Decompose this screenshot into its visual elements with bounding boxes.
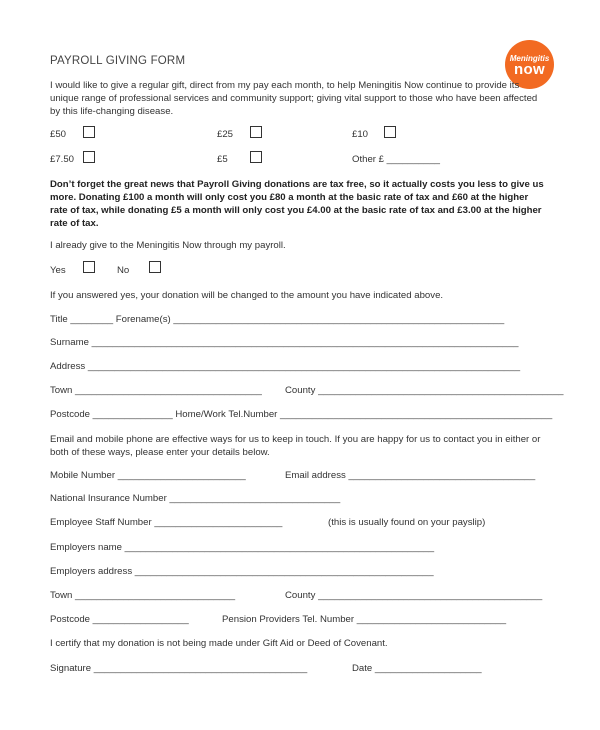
email-address-field[interactable]: Email address ___________________________________	[285, 470, 536, 481]
employee-staff-number-field[interactable]: Employee Staff Number ________________________	[50, 517, 283, 528]
no-checkbox[interactable]	[149, 261, 161, 273]
yes-label: Yes	[50, 265, 66, 276]
date-field[interactable]: Date ____________________	[352, 663, 482, 674]
tax-free-notice: Don’t forget the great news that Payroll Giving donations are tax free, so it actually costs you less to give us more. Donating £100 a month will only cost you £80 a month at the basic rate of tax and £60 at the higher rate of tax, while donating £5 a month will only cost you £4.00 at the basic rate of tax and £3.00 at the higher rate of tax.	[50, 179, 544, 229]
amount-7-50-label: £7.50	[50, 154, 75, 165]
employer-postcode-field[interactable]: Postcode __________________	[50, 614, 189, 625]
certify-statement: I certify that my donation is not being made under Gift Aid or Deed of Covenant.	[50, 638, 388, 649]
contact-intro: Email and mobile phone are effective ways for us to keep in touch. If you are happy for us to contact you in either or both of these ways, please enter your details below.	[50, 434, 541, 458]
amount-50-checkbox[interactable]	[83, 126, 95, 138]
no-label: No	[117, 265, 130, 276]
title-forename-field[interactable]: Title ________ Forename(s) ______________________________________________________________	[50, 314, 505, 325]
address-field[interactable]: Address _________________________________________________________________________________	[50, 361, 521, 372]
already-give-question: I already give to the Meningitis Now through my payroll.	[50, 240, 286, 251]
logo-line-2: now	[514, 61, 545, 78]
amount-50-label: £50	[50, 129, 67, 140]
amount-10-label: £10	[352, 129, 369, 140]
form-title: PAYROLL GIVING FORM	[50, 55, 186, 67]
surname-field[interactable]: Surname ________________________________________________________________________________	[50, 337, 519, 348]
logo-line-1: Meningitis	[509, 54, 550, 63]
mobile-number-field[interactable]: Mobile Number ________________________	[50, 470, 246, 481]
employer-town-field[interactable]: Town ______________________________	[50, 590, 236, 601]
amount-7-50-checkbox[interactable]	[83, 151, 95, 163]
amount-5-label: £5	[217, 154, 228, 165]
town-field[interactable]: Town ___________________________________	[50, 385, 262, 396]
national-insurance-field[interactable]: National Insurance Number ________________________________	[50, 493, 341, 504]
county-field[interactable]: County ______________________________________________	[285, 385, 564, 396]
employers-name-field[interactable]: Employers name __________________________________________________________	[50, 542, 435, 553]
amount-other-field[interactable]: Other £ __________	[352, 154, 441, 165]
postcode-tel-field[interactable]: Postcode _______________ Home/Work Tel.Number ___________________________________________________	[50, 409, 553, 420]
signature-field[interactable]: Signature ________________________________________	[50, 663, 308, 674]
amount-5-checkbox[interactable]	[250, 151, 262, 163]
amount-25-label: £25	[217, 129, 234, 140]
amount-10-checkbox[interactable]	[384, 126, 396, 138]
payslip-note: (this is usually found on your payslip)	[328, 517, 486, 528]
employer-county-field[interactable]: County __________________________________________	[285, 590, 543, 601]
intro-paragraph: I would like to give a regular gift, direct from my pay each month, to help Meningitis Now continue to provide its unique range of professional services and community support; giving vital support to those who have been affected by this life-changing disease.	[50, 80, 538, 117]
if-yes-note: If you answered yes, your donation will be changed to the amount you have indicated above.	[50, 290, 444, 301]
yes-checkbox[interactable]	[83, 261, 95, 273]
amount-25-checkbox[interactable]	[250, 126, 262, 138]
employers-address-field[interactable]: Employers address ________________________________________________________	[50, 566, 434, 577]
pension-providers-tel-field[interactable]: Pension Providers Tel. Number ____________________________	[222, 614, 507, 625]
